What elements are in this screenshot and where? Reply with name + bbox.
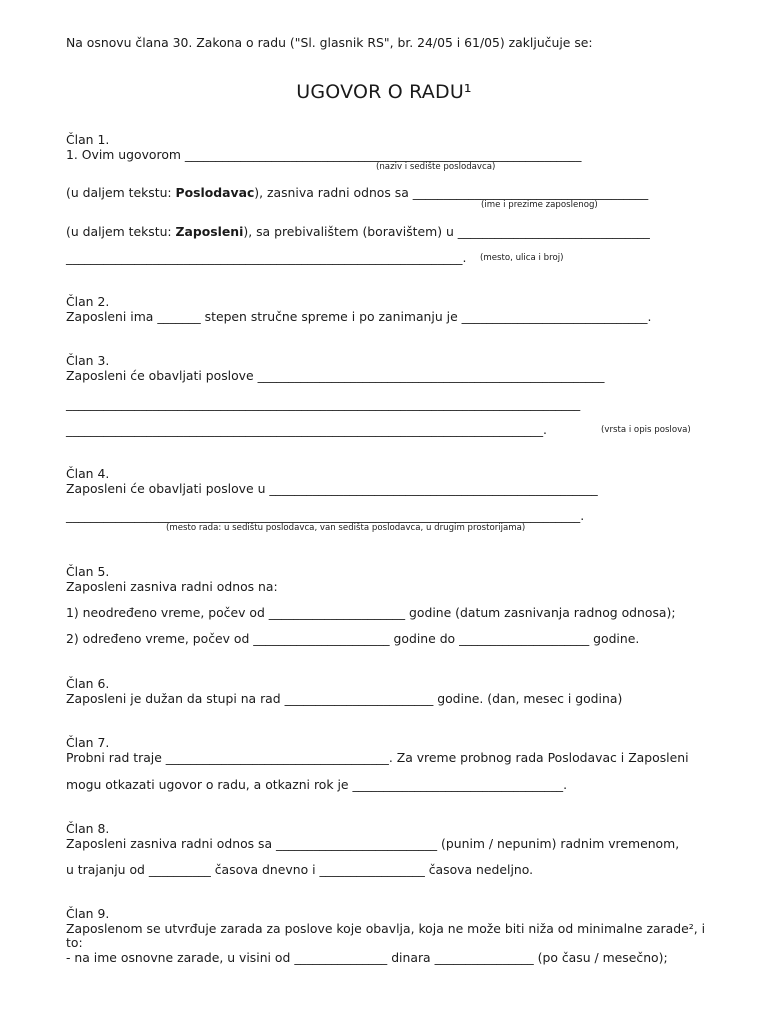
clan3-heading: Član 3. [66,353,110,368]
clan7-line-2: mogu otkazati ugovor o radu, a otkazni rok je __________________________________. [66,777,568,792]
clan8-heading: Član 8. [66,821,110,836]
clan4-line-2: ___________________________________________________________________________________. [66,508,585,523]
clan5-heading: Član 5. [66,564,110,579]
clan3-line-3: _____________________________________________________________________________. [66,422,547,437]
clan1-term-zaposleni: Zaposleni [175,224,244,239]
clan7-line-1: Probni rad traje ____________________________________. Za vreme probnog rada Poslodavac i Zaposleni [66,750,689,765]
clan9-line-3: - na ime osnovne zarade, u visini od _______________ dinara ________________ (po času / mesečno); [66,950,668,965]
clan6-line: Zaposleni je dužan da stupi na rad ________________________ godine. (dan, mesec i godina) [66,691,623,706]
clan3-note: (vrsta i opis poslova) [601,425,691,435]
clan9-line-1: Zaposlenom se utvrđuje zarada za poslove koje obavlja, koja ne može biti niža od minimalne zarade², i [66,921,706,936]
clan4-line-1: Zaposleni će obavljati poslove u _____________________________________________________ [66,481,598,496]
document-title: UGOVOR O RADU¹ [296,81,472,103]
clan1-line-employer: 1. Ovim ugovorom ________________________________________________________________ [66,147,582,162]
clan8-line-2: u trajanju od __________ časova dnevno i _________________ časova nedeljno. [66,862,534,877]
clan1-term-poslodavac: Poslodavac [175,185,255,200]
clan3-line-2: ___________________________________________________________________________________ [66,396,581,411]
clan4-note: (mesto rada: u sedištu poslodavca, van sedišta poslodavca, u drugim prostorijama) [166,523,526,533]
clan8-line-1: Zaposleni zasniva radni odnos sa __________________________ (punim / nepunim) radnim vremenom, [66,836,680,851]
clan1-line-residence [66,224,650,239]
clan9-line-2: to: [66,935,83,950]
clan1-line-residence-rest: ), sa prebivalištem (boravištem) u _______________________________ [243,224,650,239]
clan2-line: Zaposleni ima _______ stepen stručne spreme i po zanimanju je ______________________________. [66,309,652,324]
intro-text: Na osnovu člana 30. Zakona o radu ("Sl. glasnik RS", br. 24/05 i 61/05) zaključuje se: [66,35,593,50]
clan1-line-address: ________________________________________________________________. [66,250,467,265]
clan7-heading: Član 7. [66,735,110,750]
clan9-heading: Član 9. [66,906,110,921]
clan1-note-address: (mesto, ulica i broj) [480,253,564,263]
clan5-line-3: 2) određeno vreme, počev od ______________________ godine do _____________________ godine. [66,631,640,646]
clan1-line-employee [66,185,648,200]
clan1-heading: Član 1. [66,132,110,147]
clan6-heading: Član 6. [66,676,110,691]
clan1-line-employee-prefix: (u daljem tekstu: [66,185,176,200]
clan2-heading: Član 2. [66,294,110,309]
clan5-line-1: Zaposleni zasniva radni odnos na: [66,579,278,594]
clan1-line-residence-prefix: (u daljem tekstu: [66,224,176,239]
clan3-line-1: Zaposleni će obavljati poslove ________________________________________________________ [66,368,605,383]
clan4-heading: Član 4. [66,466,110,481]
clan1-note-employer: (naziv i sedište poslodavca) [376,162,496,172]
clan1-line-employee-rest: ), zasniva radni odnos sa ______________________________________ [254,185,649,200]
clan5-line-2: 1) neodređeno vreme, počev od ______________________ godine (datum zasnivanja radnog odnosa); [66,605,676,620]
clan1-note-employee: (ime i prezime zaposlenog) [481,200,598,210]
